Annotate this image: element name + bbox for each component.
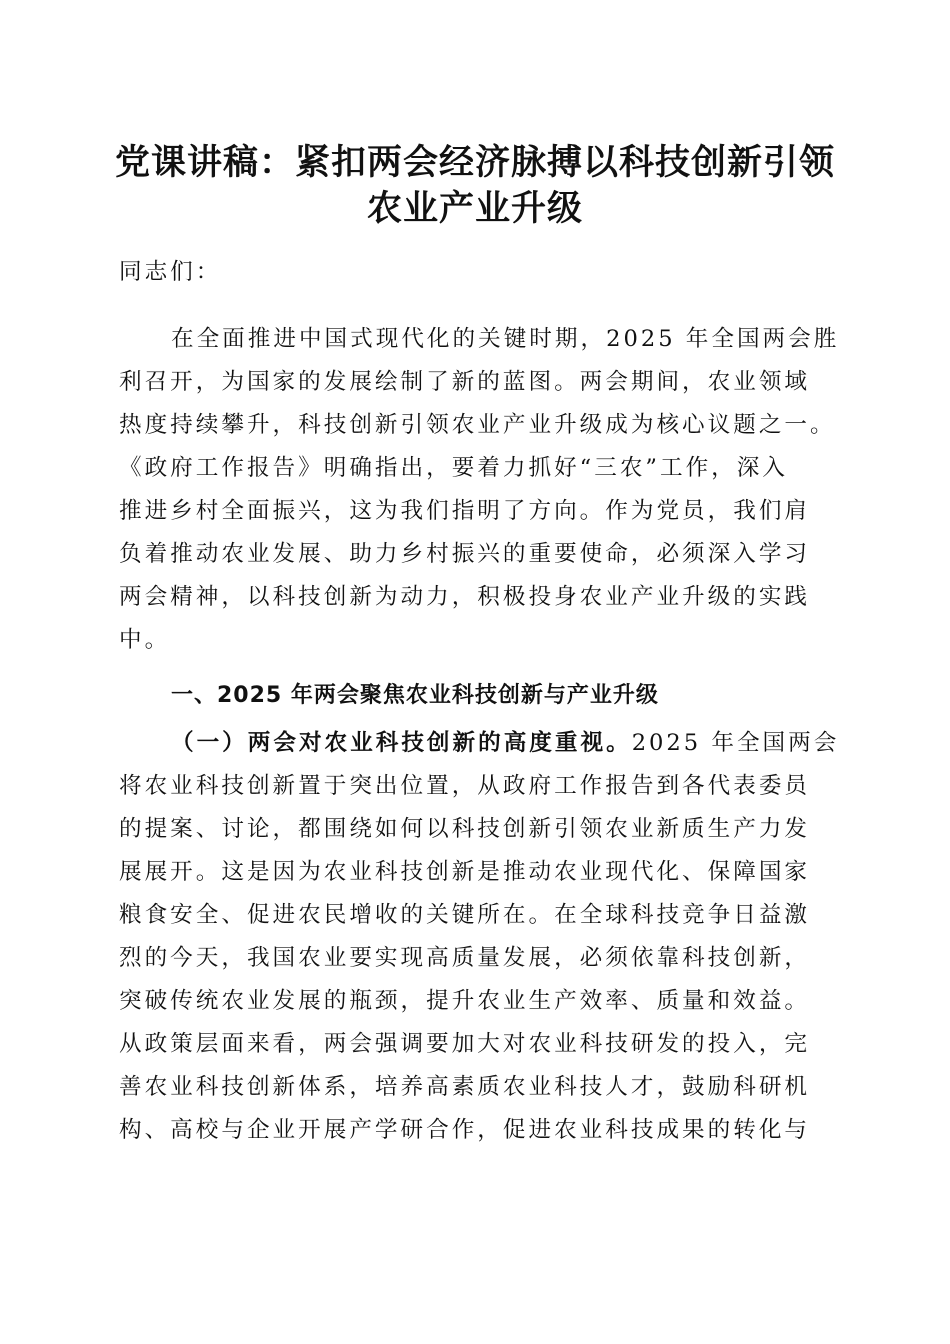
paragraph-line: 突破传统农业发展的瓶颈，提升农业生产效率、质量和效益。 xyxy=(119,988,811,1014)
paragraph-line: 在全面推进中国式现代化的关键时期，2025 年全国两会胜 xyxy=(171,326,840,352)
document-title-line-2: 农业产业升级 xyxy=(366,188,583,229)
section-heading: 一、2025 年两会聚焦农业科技创新与产业升级 xyxy=(171,683,659,708)
paragraph-line: 展展开。这是因为农业科技创新是推动农业现代化、保障国家 xyxy=(119,859,811,885)
paragraph-line: 热度持续攀升，科技创新引领农业产业升级成为核心议题之一。 xyxy=(119,412,836,438)
paragraph-line: 两会精神，以科技创新为动力，积极投身农业产业升级的实践 xyxy=(119,584,811,610)
paragraph-line: 负着推动农业发展、助力乡村振兴的重要使命，必须深入学习 xyxy=(119,541,811,567)
intro-paragraph xyxy=(119,318,839,662)
paragraph-line: 利召开，为国家的发展绘制了新的蓝图。两会期间，农业领域 xyxy=(119,369,811,395)
paragraph-line: 构、高校与企业开展产学研合作，促进农业科技成果的转化与 xyxy=(119,1117,811,1143)
paragraph-first-line-rest: 2025 年全国两会 xyxy=(631,730,840,756)
document-title-line-1: 党课讲稿：紧扣两会经济脉搏以科技创新引领 xyxy=(114,142,835,183)
paragraph-line: 推进乡村全面振兴，这为我们指明了方向。作为党员，我们肩 xyxy=(119,498,811,524)
paragraph-line: 中。 xyxy=(119,627,171,653)
paragraph-line: 《政府工作报告》明确指出，要着力抓好“三农”工作，深入 xyxy=(119,455,788,481)
paragraph-first-line xyxy=(119,722,839,765)
paragraph-line: 从政策层面来看，两会强调要加大对农业科技研发的投入，完 xyxy=(119,1031,811,1057)
salutation: 同志们： xyxy=(119,259,222,285)
section-paragraph xyxy=(119,722,839,1152)
sub-heading: （一）两会对农业科技创新的高度重视。 xyxy=(171,730,632,756)
paragraph-line: 粮食安全、促进农民增收的关键所在。在全球科技竞争日益激 xyxy=(119,902,811,928)
paragraph-line: 的提案、讨论，都围绕如何以科技创新引领农业新质生产力发 xyxy=(119,816,811,842)
paragraph-line: 善农业科技创新体系，培养高素质农业科技人才，鼓励科研机 xyxy=(119,1074,811,1100)
paragraph-line: 将农业科技创新置于突出位置，从政府工作报告到各代表委员 xyxy=(119,773,811,799)
paragraph-line: 烈的今天，我国农业要实现高质量发展，必须依靠科技创新， xyxy=(119,945,811,971)
